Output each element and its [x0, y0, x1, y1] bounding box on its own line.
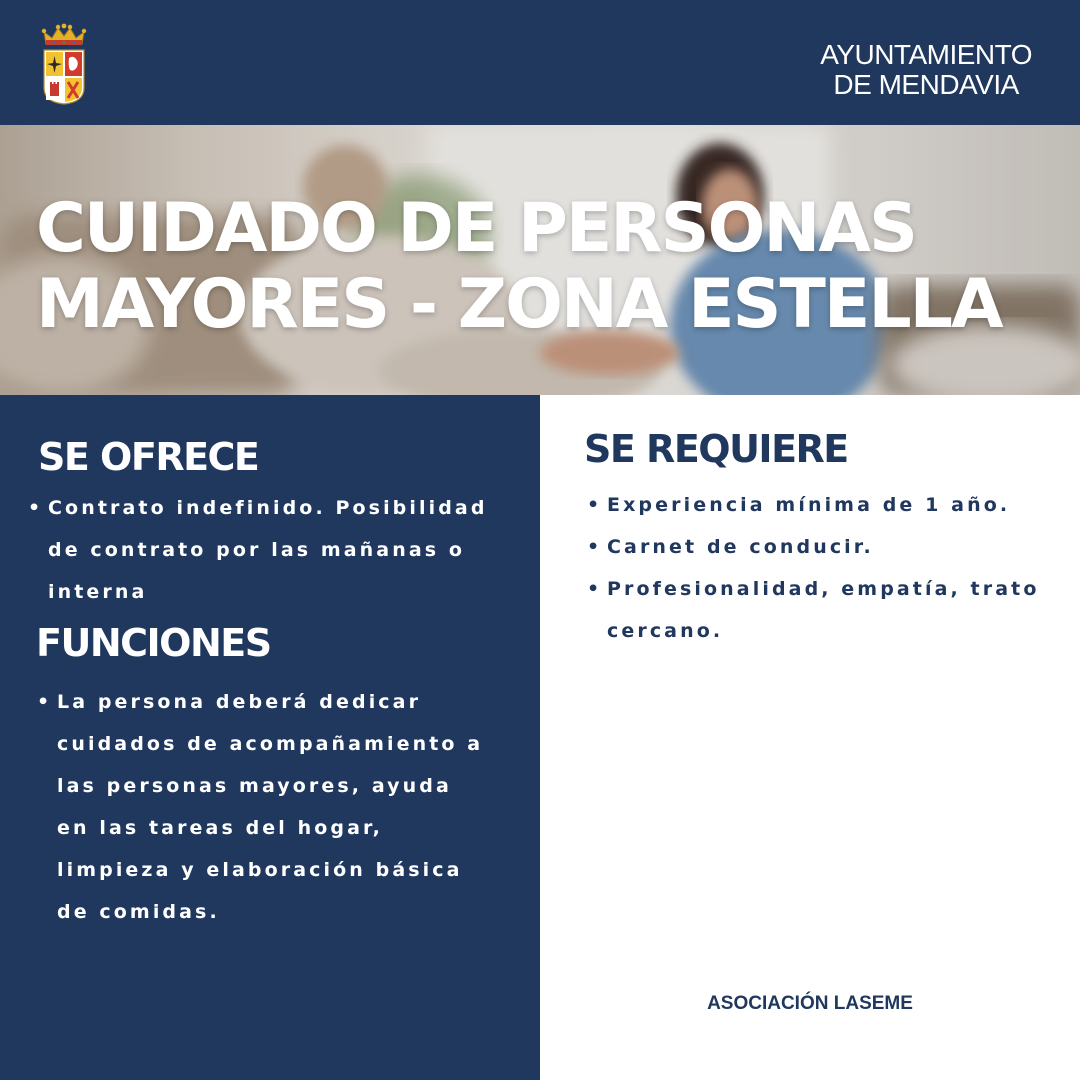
- hero-photo: [0, 125, 1080, 395]
- header-bar: [0, 0, 1080, 125]
- funciones-list: [35, 681, 487, 933]
- municipality-name-line-2: DE MENDAVIA: [833, 69, 1019, 100]
- page-title-line-2: MAYORES - ZONA ESTELLA: [36, 265, 1002, 344]
- left-panel: [0, 395, 540, 1080]
- list-item: • Experiencia mínima de 1 año.: [607, 484, 1047, 526]
- right-panel: [540, 395, 1080, 1080]
- page-title: [36, 191, 1002, 343]
- list-item: • Profesionalidad, empatía, trato cercano.: [607, 568, 1047, 652]
- se-ofrece-heading: SE OFRECE: [38, 435, 259, 479]
- list-item: • Contrato indefinido. Posibilidad de contrato por las mañanas o interna: [48, 487, 528, 613]
- list-item: • La persona deberá dedicar cuidados de acompañamiento a las personas mayores, ayuda en las tareas del hogar, limpieza y elaboración básica de comidas.: [57, 681, 487, 933]
- page-title-line-1: CUIDADO DE PERSONAS: [36, 189, 916, 268]
- municipality-name-line-1: AYUNTAMIENTO: [820, 39, 1032, 70]
- list-item: • Carnet de conducir.: [607, 526, 1047, 568]
- se-requiere-list: [585, 484, 1047, 652]
- coat-of-arms-icon: [40, 22, 88, 106]
- association-name: ASOCIACIÓN LASEME: [707, 993, 913, 1014]
- funciones-heading: FUNCIONES: [36, 621, 271, 665]
- se-ofrece-list: [26, 487, 528, 613]
- se-requiere-heading: SE REQUIERE: [584, 427, 848, 471]
- municipality-name: [820, 40, 1032, 100]
